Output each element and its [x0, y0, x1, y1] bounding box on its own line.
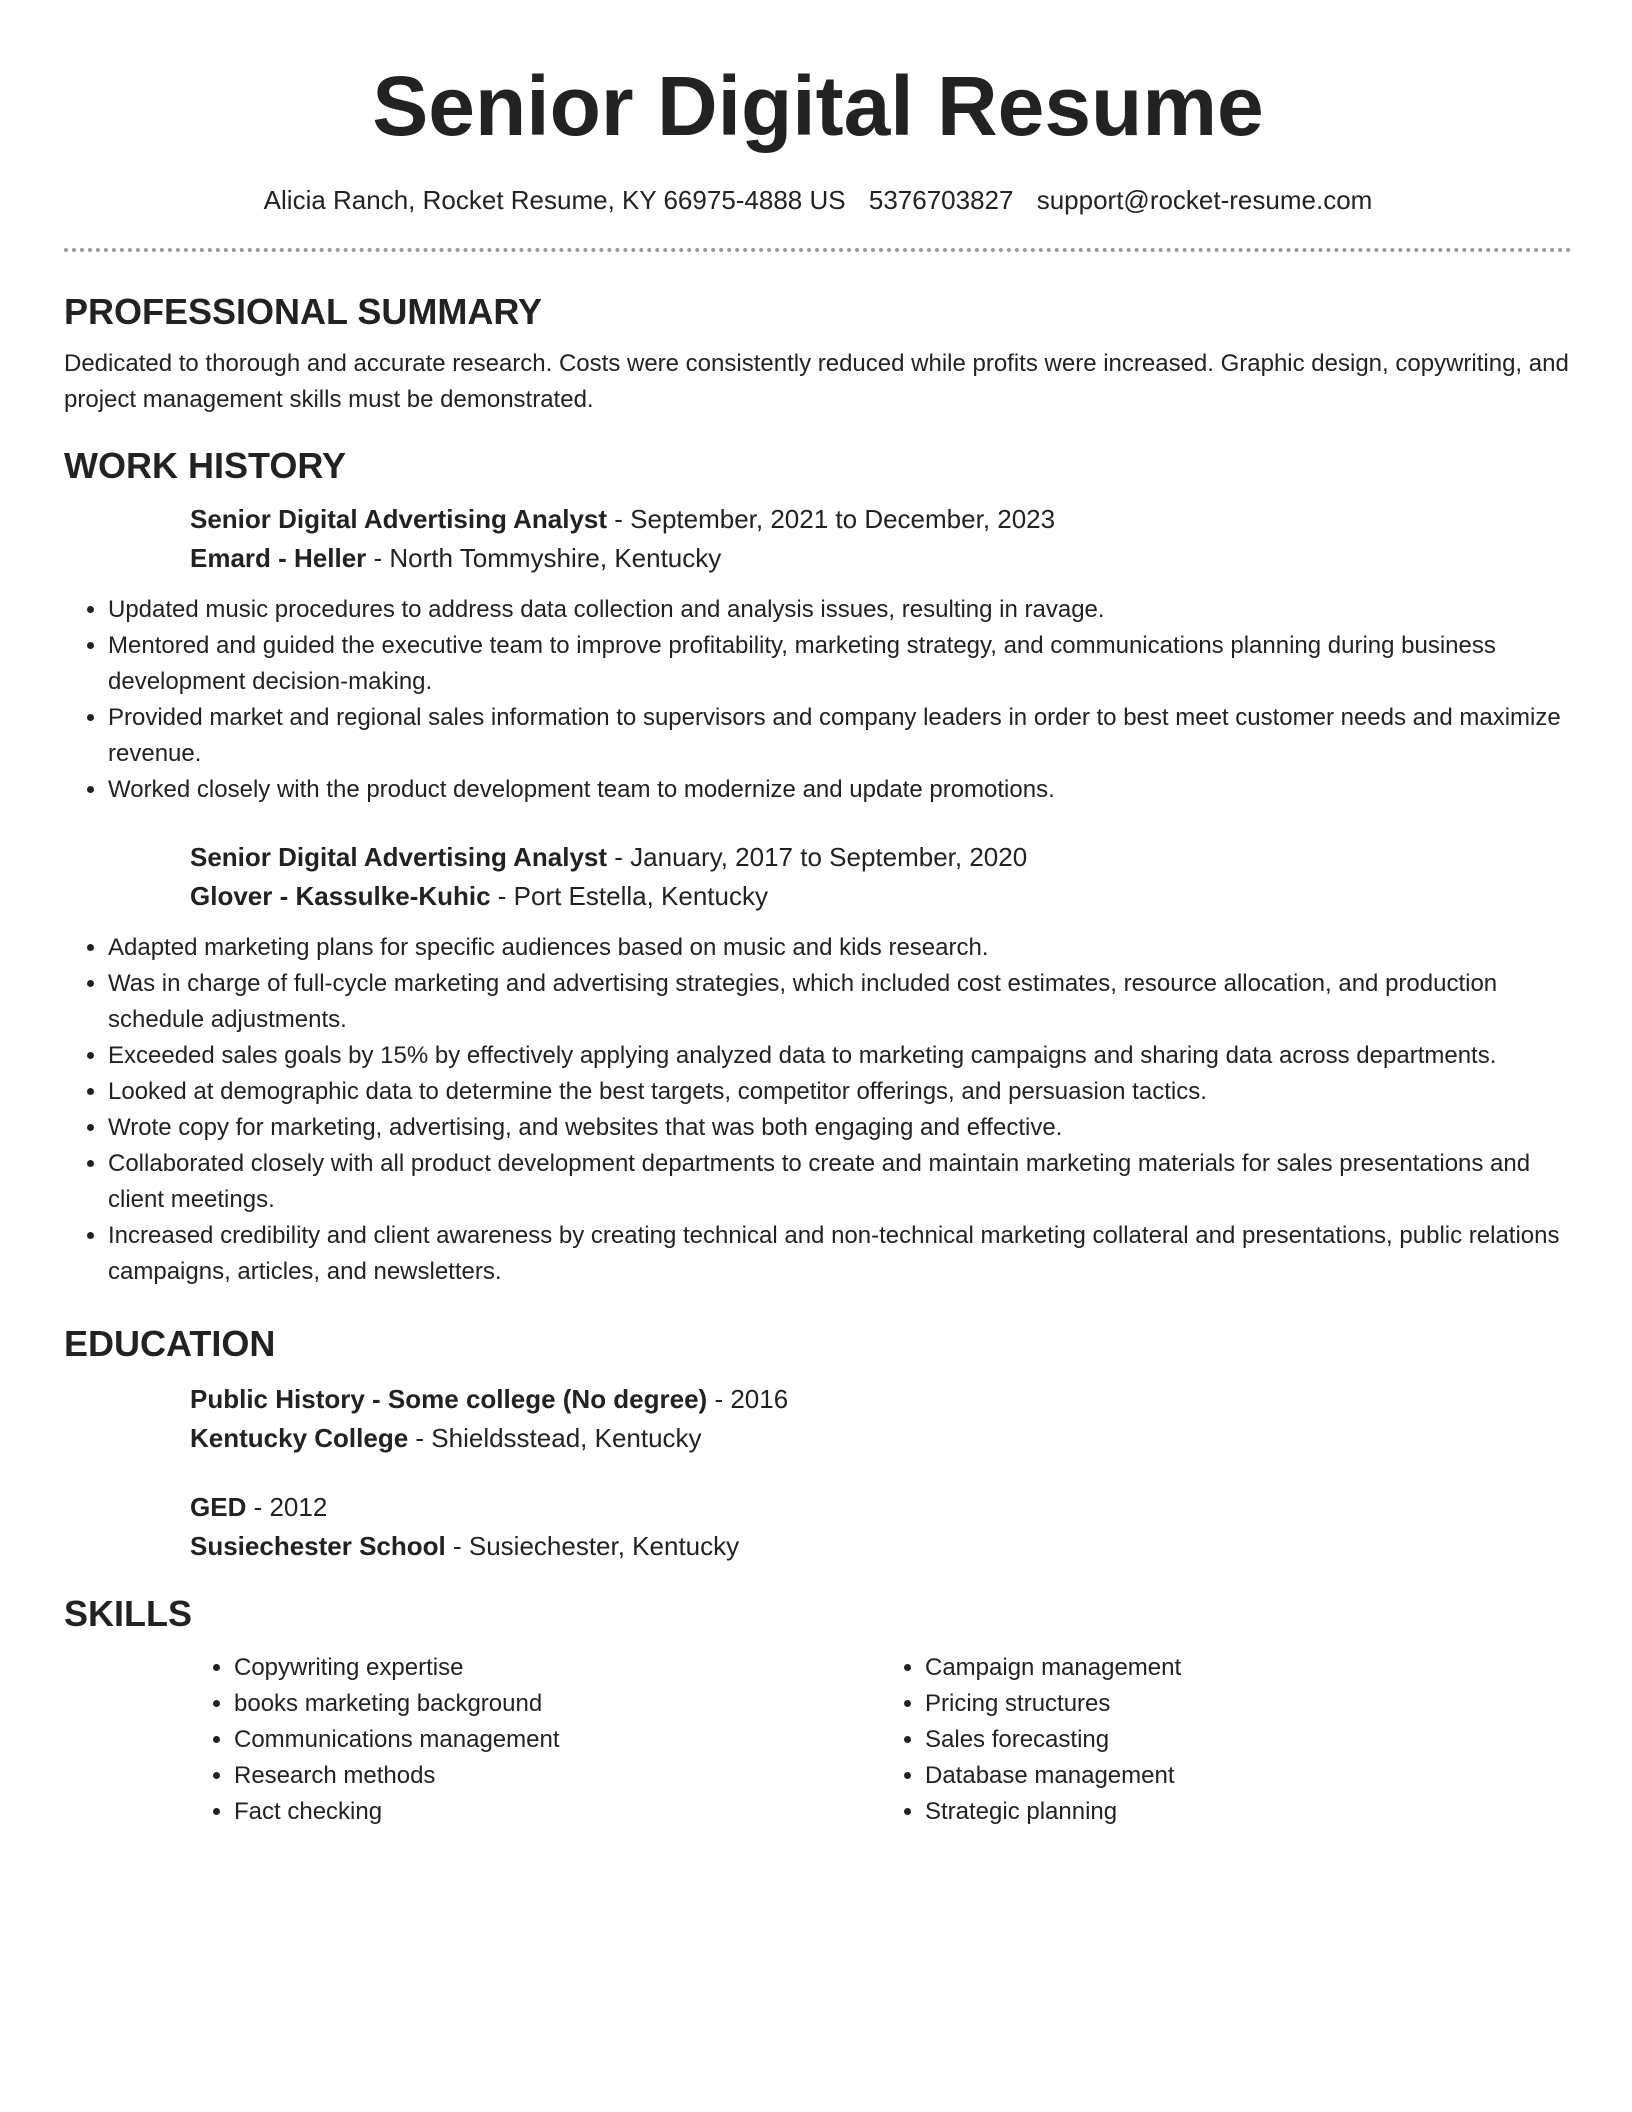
education-degree: Public History - Some college (No degree): [190, 1384, 708, 1414]
education-school-line: [190, 1419, 1572, 1458]
contact-email: support@rocket-resume.com: [1036, 185, 1373, 215]
list-item: • Was in charge of full-cycle marketing and advertising strategies, which included cost estimates, resource allocation, and production schedule adjustments.: [108, 966, 1572, 1038]
list-item: • Exceeded sales goals by 15% by effectively applying analyzed data to marketing campaigns and sharing data across departments.: [108, 1038, 1572, 1074]
job-title-line: [190, 838, 1572, 877]
job-location: - North Tommyshire, Kentucky: [366, 543, 722, 573]
skills-list-right: [881, 1650, 1572, 1830]
job-title-line: [190, 500, 1572, 539]
job-company-line: [190, 539, 1572, 578]
skills-heading: SKILLS: [64, 1593, 193, 1634]
skills-columns: [190, 1650, 1572, 1830]
list-item: • Increased credibility and client awareness by creating technical and non-technical marketing collateral and presentations, public relations campaigns, articles, and newsletters.: [108, 1218, 1572, 1290]
education-school: Kentucky College: [190, 1423, 409, 1453]
job-bullets: [64, 592, 1572, 808]
education-entry: [190, 1488, 1572, 1566]
job-role: Senior Digital Advertising Analyst: [190, 842, 608, 872]
list-item: • Provided market and regional sales information to supervisors and company leaders in order to best meet customer needs and maximize revenue.: [108, 700, 1572, 772]
education-degree-line: [190, 1488, 1572, 1527]
job-entry: [190, 838, 1572, 916]
job-role: Senior Digital Advertising Analyst: [190, 504, 608, 534]
contact-line: [64, 182, 1572, 218]
list-item: • Database management: [925, 1758, 1572, 1794]
list-item: • books marketing background: [234, 1686, 881, 1722]
education-year: - 2016: [707, 1384, 789, 1414]
header-divider: [64, 248, 1572, 252]
list-item: • Updated music procedures to address data collection and analysis issues, resulting in ravage.: [108, 592, 1572, 628]
list-item: • Adapted marketing plans for specific audiences based on music and kids research.: [108, 930, 1572, 966]
education-degree: GED: [190, 1492, 247, 1522]
job-company: Emard - Heller: [190, 543, 367, 573]
education-degree-line: [190, 1380, 1572, 1419]
list-item: • Sales forecasting: [925, 1722, 1572, 1758]
summary-heading: PROFESSIONAL SUMMARY: [64, 291, 543, 332]
job-company: Glover - Kassulke-Kuhic: [190, 881, 491, 911]
list-item: • Communications management: [234, 1722, 881, 1758]
list-item: • Looked at demographic data to determine the best targets, competitor offerings, and persuasion tactics.: [108, 1074, 1572, 1110]
education-year: - 2012: [246, 1492, 328, 1522]
job-dates: - September, 2021 to December, 2023: [607, 504, 1056, 534]
education-entry: [190, 1380, 1572, 1458]
list-item: • Campaign management: [925, 1650, 1572, 1686]
job-bullets: [64, 930, 1572, 1290]
list-item: • Copywriting expertise: [234, 1650, 881, 1686]
list-item: • Wrote copy for marketing, advertising, and websites that was both engaging and effective.: [108, 1110, 1572, 1146]
education-location: - Susiechester, Kentucky: [445, 1531, 740, 1561]
list-item: • Fact checking: [234, 1794, 881, 1830]
education-location: - Shieldsstead, Kentucky: [408, 1423, 702, 1453]
education-heading: EDUCATION: [64, 1323, 276, 1364]
education-school-line: [190, 1527, 1572, 1566]
job-dates: - January, 2017 to September, 2020: [607, 842, 1028, 872]
skills-list-left: [190, 1650, 881, 1830]
resume-name: Senior Digital Resume: [372, 59, 1264, 153]
list-item: • Mentored and guided the executive team to improve profitability, marketing strategy, and communications planning during business development decision-making.: [108, 628, 1572, 700]
job-company-line: [190, 877, 1572, 916]
summary-text: Dedicated to thorough and accurate research. Costs were consistently reduced while profits were increased. Graphic design, copywriting, and project management skills must be demonstrated.: [64, 350, 1569, 413]
education-school: Susiechester School: [190, 1531, 446, 1561]
work-history-heading: WORK HISTORY: [64, 445, 347, 486]
resume-page: [64, 0, 1572, 1830]
job-location: - Port Estella, Kentucky: [490, 881, 768, 911]
contact-address: Alicia Ranch, Rocket Resume, KY 66975-4888 US: [263, 185, 846, 215]
job-entry: [190, 500, 1572, 578]
list-item: • Strategic planning: [925, 1794, 1572, 1830]
list-item: • Collaborated closely with all product development departments to create and maintain marketing materials for sales presentations and client meetings.: [108, 1146, 1572, 1218]
list-item: • Research methods: [234, 1758, 881, 1794]
list-item: • Pricing structures: [925, 1686, 1572, 1722]
list-item: • Worked closely with the product development team to modernize and update promotions.: [108, 772, 1572, 808]
contact-phone: 5376703827: [868, 185, 1014, 215]
